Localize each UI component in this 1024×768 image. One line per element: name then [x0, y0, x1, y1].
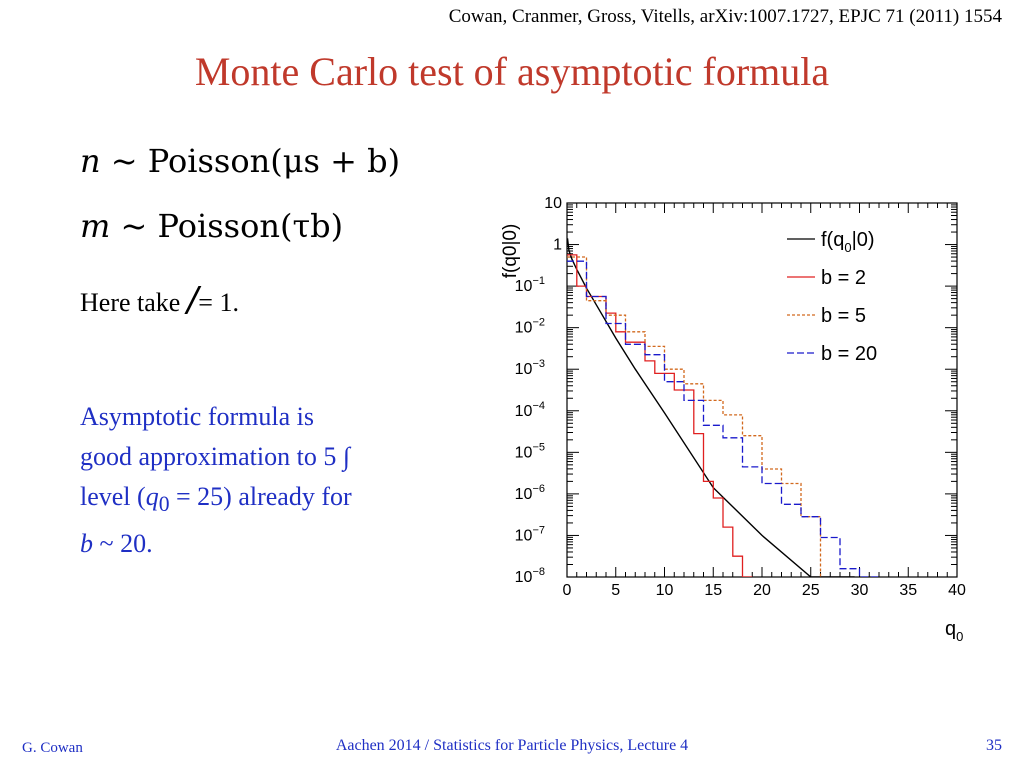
y-tick-label--1: $10^{-1}$	[514, 275, 545, 296]
y-tick-label--8: $10^{-8}$	[514, 566, 545, 586]
x-axis-label: $q_0$	[945, 618, 964, 644]
equation-m-rhs: Poisson(τb)	[157, 207, 344, 245]
y-tick-label--3: $10^{-3}$	[514, 358, 545, 379]
series-f-q0-0-	[568, 238, 855, 577]
slide-title: Monte Carlo test of asymptotic formula	[194, 49, 830, 94]
equation-m	[80, 207, 343, 245]
q0-distribution-plot	[490, 185, 990, 645]
note-q-var: q	[145, 482, 159, 511]
footer-lecture: Aachen 2014 / Statistics for Particle Physics, Lecture 4	[335, 737, 689, 754]
y-tick-label--4: $10^{-4}$	[514, 399, 545, 420]
note-line-3-prefix: level (	[80, 482, 146, 511]
equation-n-tilde: ~	[110, 142, 138, 180]
x-tick-label-10: 10	[655, 582, 674, 599]
legend-label-0: $f(q_0|0)$	[821, 229, 875, 255]
equation-n-rhs: Poisson(μs + b)	[147, 142, 401, 180]
here-take-line	[80, 280, 239, 320]
asymptotic-note	[80, 397, 460, 564]
legend-label-3: b = 20	[821, 343, 878, 365]
note-line-4	[80, 524, 460, 564]
note-line-3-suffix: = 25) already for	[169, 482, 352, 511]
note-q-sub: 0	[158, 492, 170, 517]
x-tick-label-25: 25	[801, 582, 820, 599]
note-line-2-text: good approximation to 5	[80, 442, 337, 471]
note-line-2	[80, 437, 460, 477]
equation-n-lhs: n	[80, 142, 101, 180]
x-tick-label-15: 15	[704, 582, 723, 599]
x-tick-label-40: 40	[948, 582, 966, 599]
here-take-suffix: = 1.	[198, 288, 239, 317]
equation-m-lhs: m	[80, 207, 111, 245]
footer-page-number: 35	[986, 737, 1002, 754]
note-line-3	[80, 477, 460, 524]
sigma-symbol: ∫	[342, 442, 350, 471]
y-tick-label--6: $10^{-6}$	[514, 482, 545, 503]
y-axis-label: f(q0|0)	[500, 223, 521, 279]
plot-frame	[567, 203, 957, 577]
note-b-var: b	[80, 529, 93, 559]
equation-n	[80, 142, 400, 180]
citation: Cowan, Cranmer, Gross, Vitells, arXiv:1007.1727, EPJC 71 (2011) 1554	[448, 6, 1002, 27]
y-tick-label--2: $10^{-2}$	[514, 316, 545, 337]
y-tick-label-1: 10	[544, 195, 562, 212]
here-take-prefix: Here take	[80, 288, 181, 317]
x-tick-label-30: 30	[850, 582, 869, 599]
x-tick-label-20: 20	[753, 582, 771, 599]
legend-label-2: b = 5	[821, 305, 867, 327]
y-tick-label--5: $10^{-5}$	[514, 441, 545, 462]
x-tick-label-35: 35	[899, 582, 918, 599]
legend-label-1: b = 2	[821, 267, 867, 289]
x-tick-label-0: 0	[562, 582, 572, 599]
x-tick-label-5: 5	[611, 582, 621, 599]
y-tick-label--7: $10^{-7}$	[514, 524, 545, 545]
y-tick-label-0: 1	[553, 236, 562, 254]
equation-m-tilde: ~	[120, 207, 148, 245]
tau-symbol: /	[186, 280, 199, 320]
note-line-4-suffix: ~ 20.	[93, 529, 153, 559]
note-line-1: Asymptotic formula is	[80, 402, 314, 431]
footer-author: G. Cowan	[22, 740, 83, 756]
